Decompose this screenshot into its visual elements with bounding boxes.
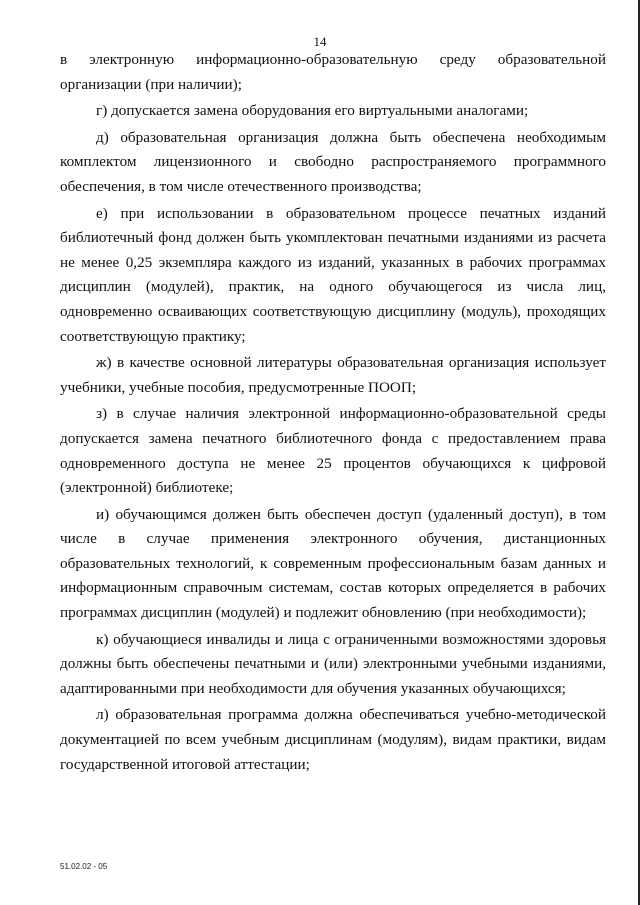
paragraph-zh: ж) в качестве основной литературы образовательная организация использует учебники, учебные пособия, предусмотренные ПООП; [60, 354, 606, 396]
paragraph-e: е) при использовании в образовательном процессе печатных изданий библиотечный фонд должен быть укомплектован печатными изданиями из расчета не менее 0,25 экземпляра каждого из изданий, указанных в рабочих программах дисциплин (модулей), практик, на одного обучающегося из числа лиц, одновременно осваивающих соответствующую дисциплину (модуль), проходящих соответствующую практику; [60, 204, 606, 345]
paragraph-z: з) в случае наличия электронной информационно-образовательной среды допускается замена печатного библиотечного фонда с предоставлением права одновременного доступа не менее 25 процентов обучающихся к цифровой (электронной) библиотеке; [60, 405, 606, 497]
paragraph-k: к) обучающиеся инвалиды и лица с ограниченными возможностями здоровья должны быть обеспечены печатными и (или) электронными учебными изданиями, адаптированными при необходимости для обучения указанных обучающихся; [60, 630, 606, 697]
paragraph-continuation: в электронную информационно-образовательную среду образовательной организации (при наличии); [60, 51, 606, 93]
paragraph-l: л) образовательная программа должна обеспечиваться учебно-методической документацией по всем учебным дисциплинам (модулям), видам практики, видам государственной итоговой аттестации; [60, 706, 606, 773]
footer-document-code: 51.02.02 - 05 [60, 862, 108, 871]
paragraph-g: г) допускается замена оборудования его виртуальными аналогами; [96, 102, 529, 120]
page-number: 14 [313, 34, 327, 49]
paragraph-d: д) образовательная организация должна быть обеспечена необходимым комплектом лицензионного и свободно распространяемого программного обеспечения, в том числе отечественного производства; [60, 128, 606, 195]
document-body [60, 48, 606, 777]
paragraph-i: и) обучающимся должен быть обеспечен доступ (удаленный доступ), в том числе в случае применения электронного обучения, дистанционных образовательных технологий, к современным профессиональным базам данных и информационным справочным системам, состав которых определяется в рабочих программах дисциплин (модулей) и подлежит обновлению (при необходимости); [60, 505, 606, 622]
